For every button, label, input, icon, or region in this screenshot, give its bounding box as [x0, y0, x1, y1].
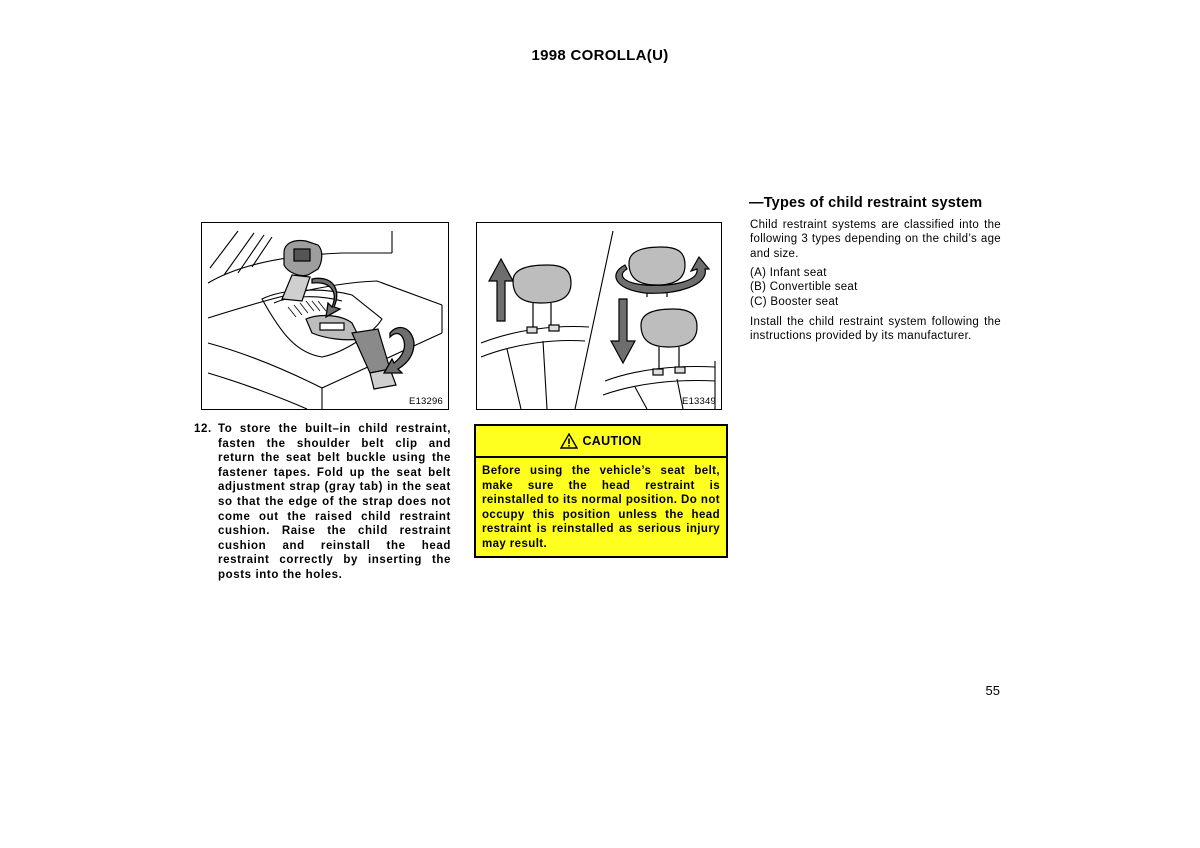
- figure-code-right: E13349: [682, 396, 716, 407]
- restraint-types-list: [750, 266, 1001, 309]
- restraint-type-item: (C) Booster seat: [750, 295, 839, 308]
- step-number: 12.: [194, 423, 212, 435]
- install-instructions: Install the child restraint system following the instructions provided by its manufacturer.: [750, 316, 1001, 343]
- caution-box: [474, 424, 728, 558]
- step-text: To store the built–in child restraint, fasten the shoulder belt clip and return the seat belt buckle using the fastener tapes. Fold up the seat belt adjustment strap (gray tab) in the seat so that the edge of the strap does not come out the raised child restraint cushion. Raise the child restraint cushion and reinstall the head restraint correctly by inserting the posts into the holes.: [218, 423, 451, 581]
- restraint-type-item: (A) Infant seat: [750, 267, 827, 279]
- caution-title: CAUTION: [582, 434, 642, 448]
- caution-text: Before using the vehicle’s seat belt, make sure the head restraint is reinstalled to its normal position. Do not occupy this position unless the head restraint is reinstalled as serious injury may result.: [482, 465, 720, 550]
- seat-buckle-drawing: [202, 223, 449, 410]
- section-intro: Child restraint systems are classified into the following 3 types depending on the child’s age and size.: [750, 219, 1001, 260]
- head-restraint-drawing: [477, 223, 722, 410]
- child-restraint-storage-illustration: [201, 222, 449, 410]
- warning-triangle-icon: [560, 433, 578, 449]
- figure-code-left: E13296: [409, 396, 443, 407]
- section-heading: —Types of child restraint system: [749, 195, 983, 211]
- head-restraint-illustration: [476, 222, 722, 410]
- restraint-type-item: (B) Convertible seat: [750, 281, 858, 294]
- page-number: 55: [985, 683, 1000, 698]
- caution-header: [476, 426, 726, 458]
- page-title: 1998 COROLLA(U): [531, 47, 669, 64]
- step-12-instructions: [194, 422, 451, 583]
